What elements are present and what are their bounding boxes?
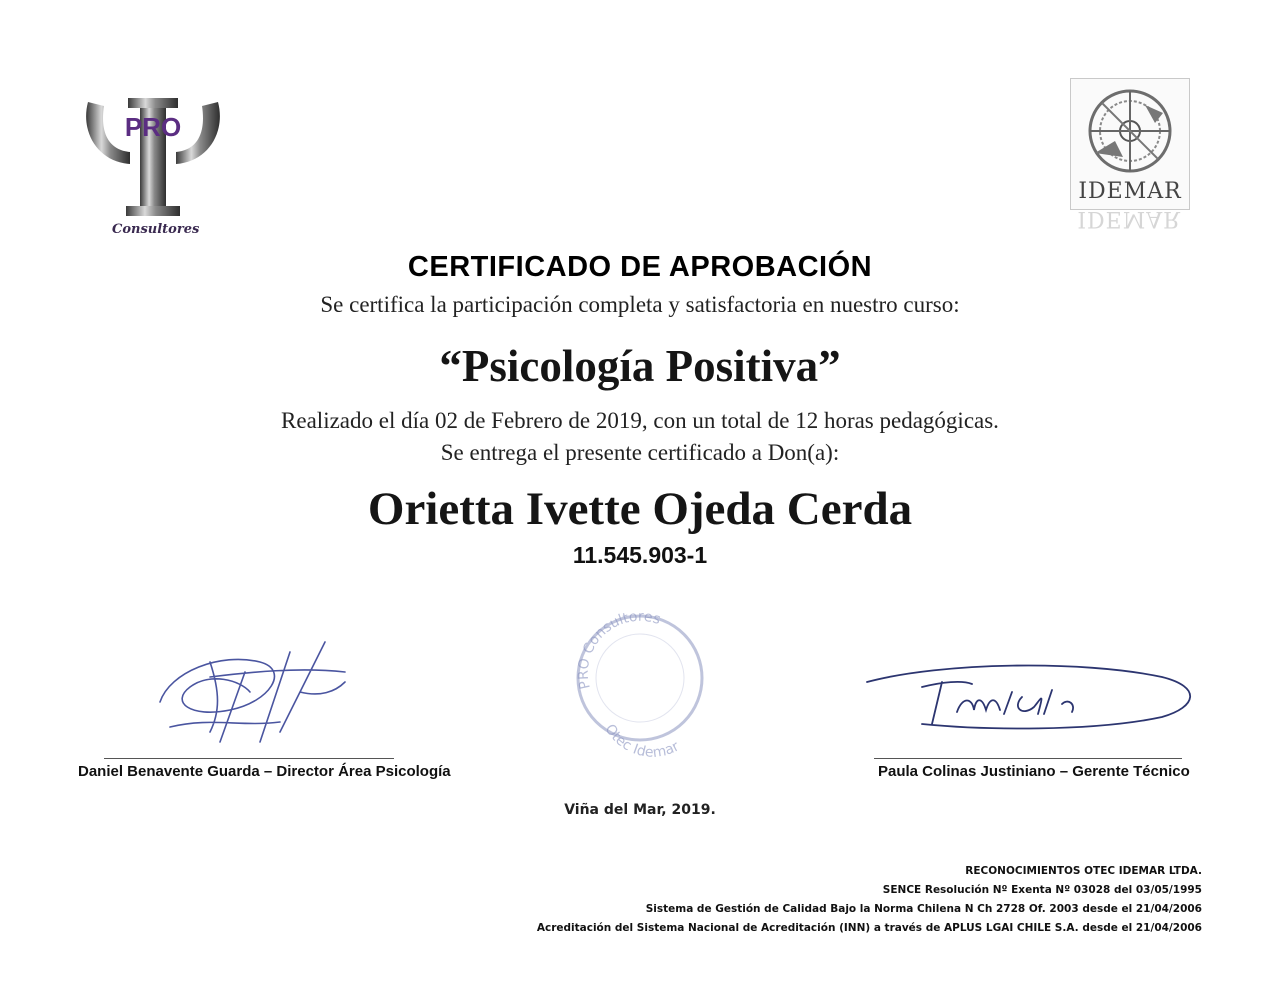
idemar-logo	[1070, 78, 1190, 243]
recipient-name: Orietta Ivette Ojeda Cerda	[367, 483, 913, 535]
footer-line: Sistema de Gestión de Calidad Bajo la Norma Chilena N Ch 2728 Of. 2003 desde el 21/04/2006	[645, 903, 1202, 915]
pro-logo-caption: Consultores	[112, 222, 200, 237]
stamp-bottom-text: Otec Idemar	[601, 721, 682, 758]
pro-consultores-logo	[78, 92, 228, 244]
recipient-id: 11.545.903-1	[572, 542, 708, 568]
footer-line: SENCE Resolución Nº Exenta Nº 03028 del 03/05/1995	[882, 884, 1202, 896]
signature-right-image	[862, 652, 1202, 742]
certificate-intro: Se certifica la participación completa y satisfactoria en nuestro curso:	[320, 292, 960, 317]
accreditation-footer	[537, 862, 1202, 938]
stamp-top-text: PRO Consultores	[575, 608, 663, 691]
footer-line: Acreditación del Sistema Nacional de Acreditación (INN) a través de APLUS LGAI CHILE S.A. desde el 21/04/2006	[536, 922, 1202, 934]
signature-left-image	[150, 632, 350, 752]
signature-right-name: Paula Colinas Justiniano – Gerente Técnico	[878, 763, 1190, 780]
certificate-title: CERTIFICADO DE APROBACIÓN	[407, 251, 873, 283]
course-name: “Psicología Positiva”	[439, 341, 841, 391]
place-date: Viña del Mar, 2019.	[564, 802, 716, 818]
signature-left-line	[104, 758, 394, 759]
svg-text:PRO: PRO	[124, 112, 182, 142]
astrolabe-icon	[1075, 83, 1185, 183]
idemar-wordmark-reflection: IDEMAR	[1077, 206, 1181, 231]
psi-logo-icon	[78, 92, 228, 222]
delivery-statement: Se entrega el presente certificado a Don(a):	[440, 440, 840, 465]
footer-line: RECONOCIMIENTOS OTEC IDEMAR LTDA.	[965, 865, 1202, 877]
signature-right-line	[874, 758, 1182, 759]
otec-stamp	[560, 598, 720, 758]
course-details: Realizado el día 02 de Febrero de 2019, con un total de 12 horas pedagógicas.	[281, 408, 999, 433]
idemar-wordmark: IDEMAR	[1078, 179, 1182, 204]
signature-left-name: Daniel Benavente Guarda – Director Área Psicología	[78, 763, 451, 780]
